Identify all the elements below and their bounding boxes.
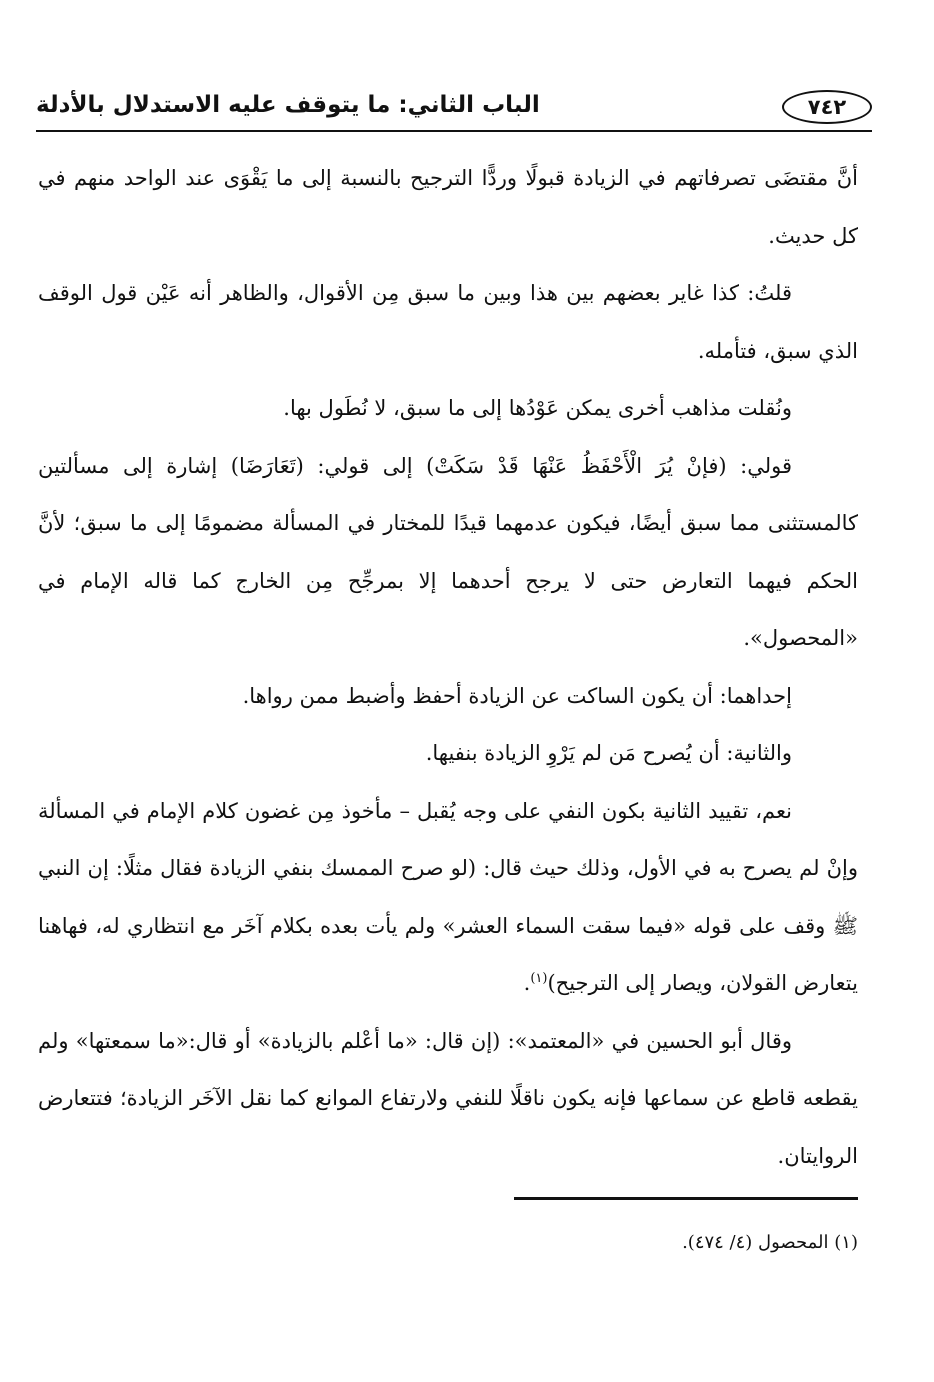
footnote-separator <box>514 1197 858 1200</box>
running-header <box>36 84 872 132</box>
paragraph-continuation: أنَّ مقتضَى تصرفاتهم في الزيادة قبولًا وردًّا الترجيح بالنسبة إلى ما يَقْوَى عند الواحد منهم في كل حديث. <box>38 166 858 248</box>
page-number: ٧٤٢ <box>782 90 872 124</box>
paragraph: قلتُ: كذا غاير بعضهم بين هذا وبين ما سبق مِن الأقوال، والظاهر أنه عَيْن قول الوقف الذي سبق، فتأمله. <box>38 281 858 363</box>
paragraph: ونُقلت مذاهب أخرى يمكن عَوْدُها إلى ما سبق، لا نُطَول بها. <box>283 396 792 420</box>
footnote: (١) المحصول (٤/ ٤٧٤). <box>682 1232 858 1253</box>
footnote-marker: (١) <box>530 971 548 986</box>
paragraph-text: نعم، تقييد الثانية بكون النفي على وجه يُقبل – مأخوذ مِن غضون كلام الإمام في المسألة وإنْ لم يصرح به في الأول، وذلك حيث قال: (لو صرح الممسك بنفي الزيادة فقال مثلًا: إن النبي ﷺ وقف على قوله «فيما سقت السماء العشر» ولم يأت بعده بكلام آخَر مع انتظاري له، فهاهنا يتعارض القولان، ويصار إلى الترجيح) <box>38 798 858 995</box>
paragraph: وقال أبو الحسين في «المعتمد»: (إن قال: «ما أعْلم بالزيادة» أو قال:«ما سمعتها» ولم يقطعه قاطع عن سماعها فإنه يكون ناقلًا للنفي ولارتفاع الموانع كما نقل الآخَر الزيادة؛ فتتعارض الروايتان. <box>38 1028 858 1168</box>
paragraph: قولي: (فإنْ يُرَ الْأَحْفَظُ عَنْهَا قَدْ سَكَتْ) إلى قولي: (تَعَارَضَا) إشارة إلى مسألتين كالمستثنى مما سبق أيضًا، فيكون عدمهما قيدًا للمختار في المسألة مضمومًا إلى ما سبق؛ لأنَّ الحكم فيهما التعارض حتى لا يرجح أحدهما إلا بمرجِّح مِن الخارج كما قاله الإمام في «المحصول». <box>38 453 858 650</box>
paragraph-with-footnote <box>38 783 858 1013</box>
chapter-title: الباب الثاني: ما يتوقف عليه الاستدلال بالأدلة <box>36 92 540 118</box>
main-text <box>38 150 858 1185</box>
closing-period: . <box>523 971 531 995</box>
paragraph: إحداهما: أن يكون الساكت عن الزيادة أحفظ وأضبط ممن رواها. <box>242 683 792 708</box>
paragraph: والثانية: أن يُصرح مَن لم يَرْوِ الزيادة بنفيها. <box>425 741 792 765</box>
